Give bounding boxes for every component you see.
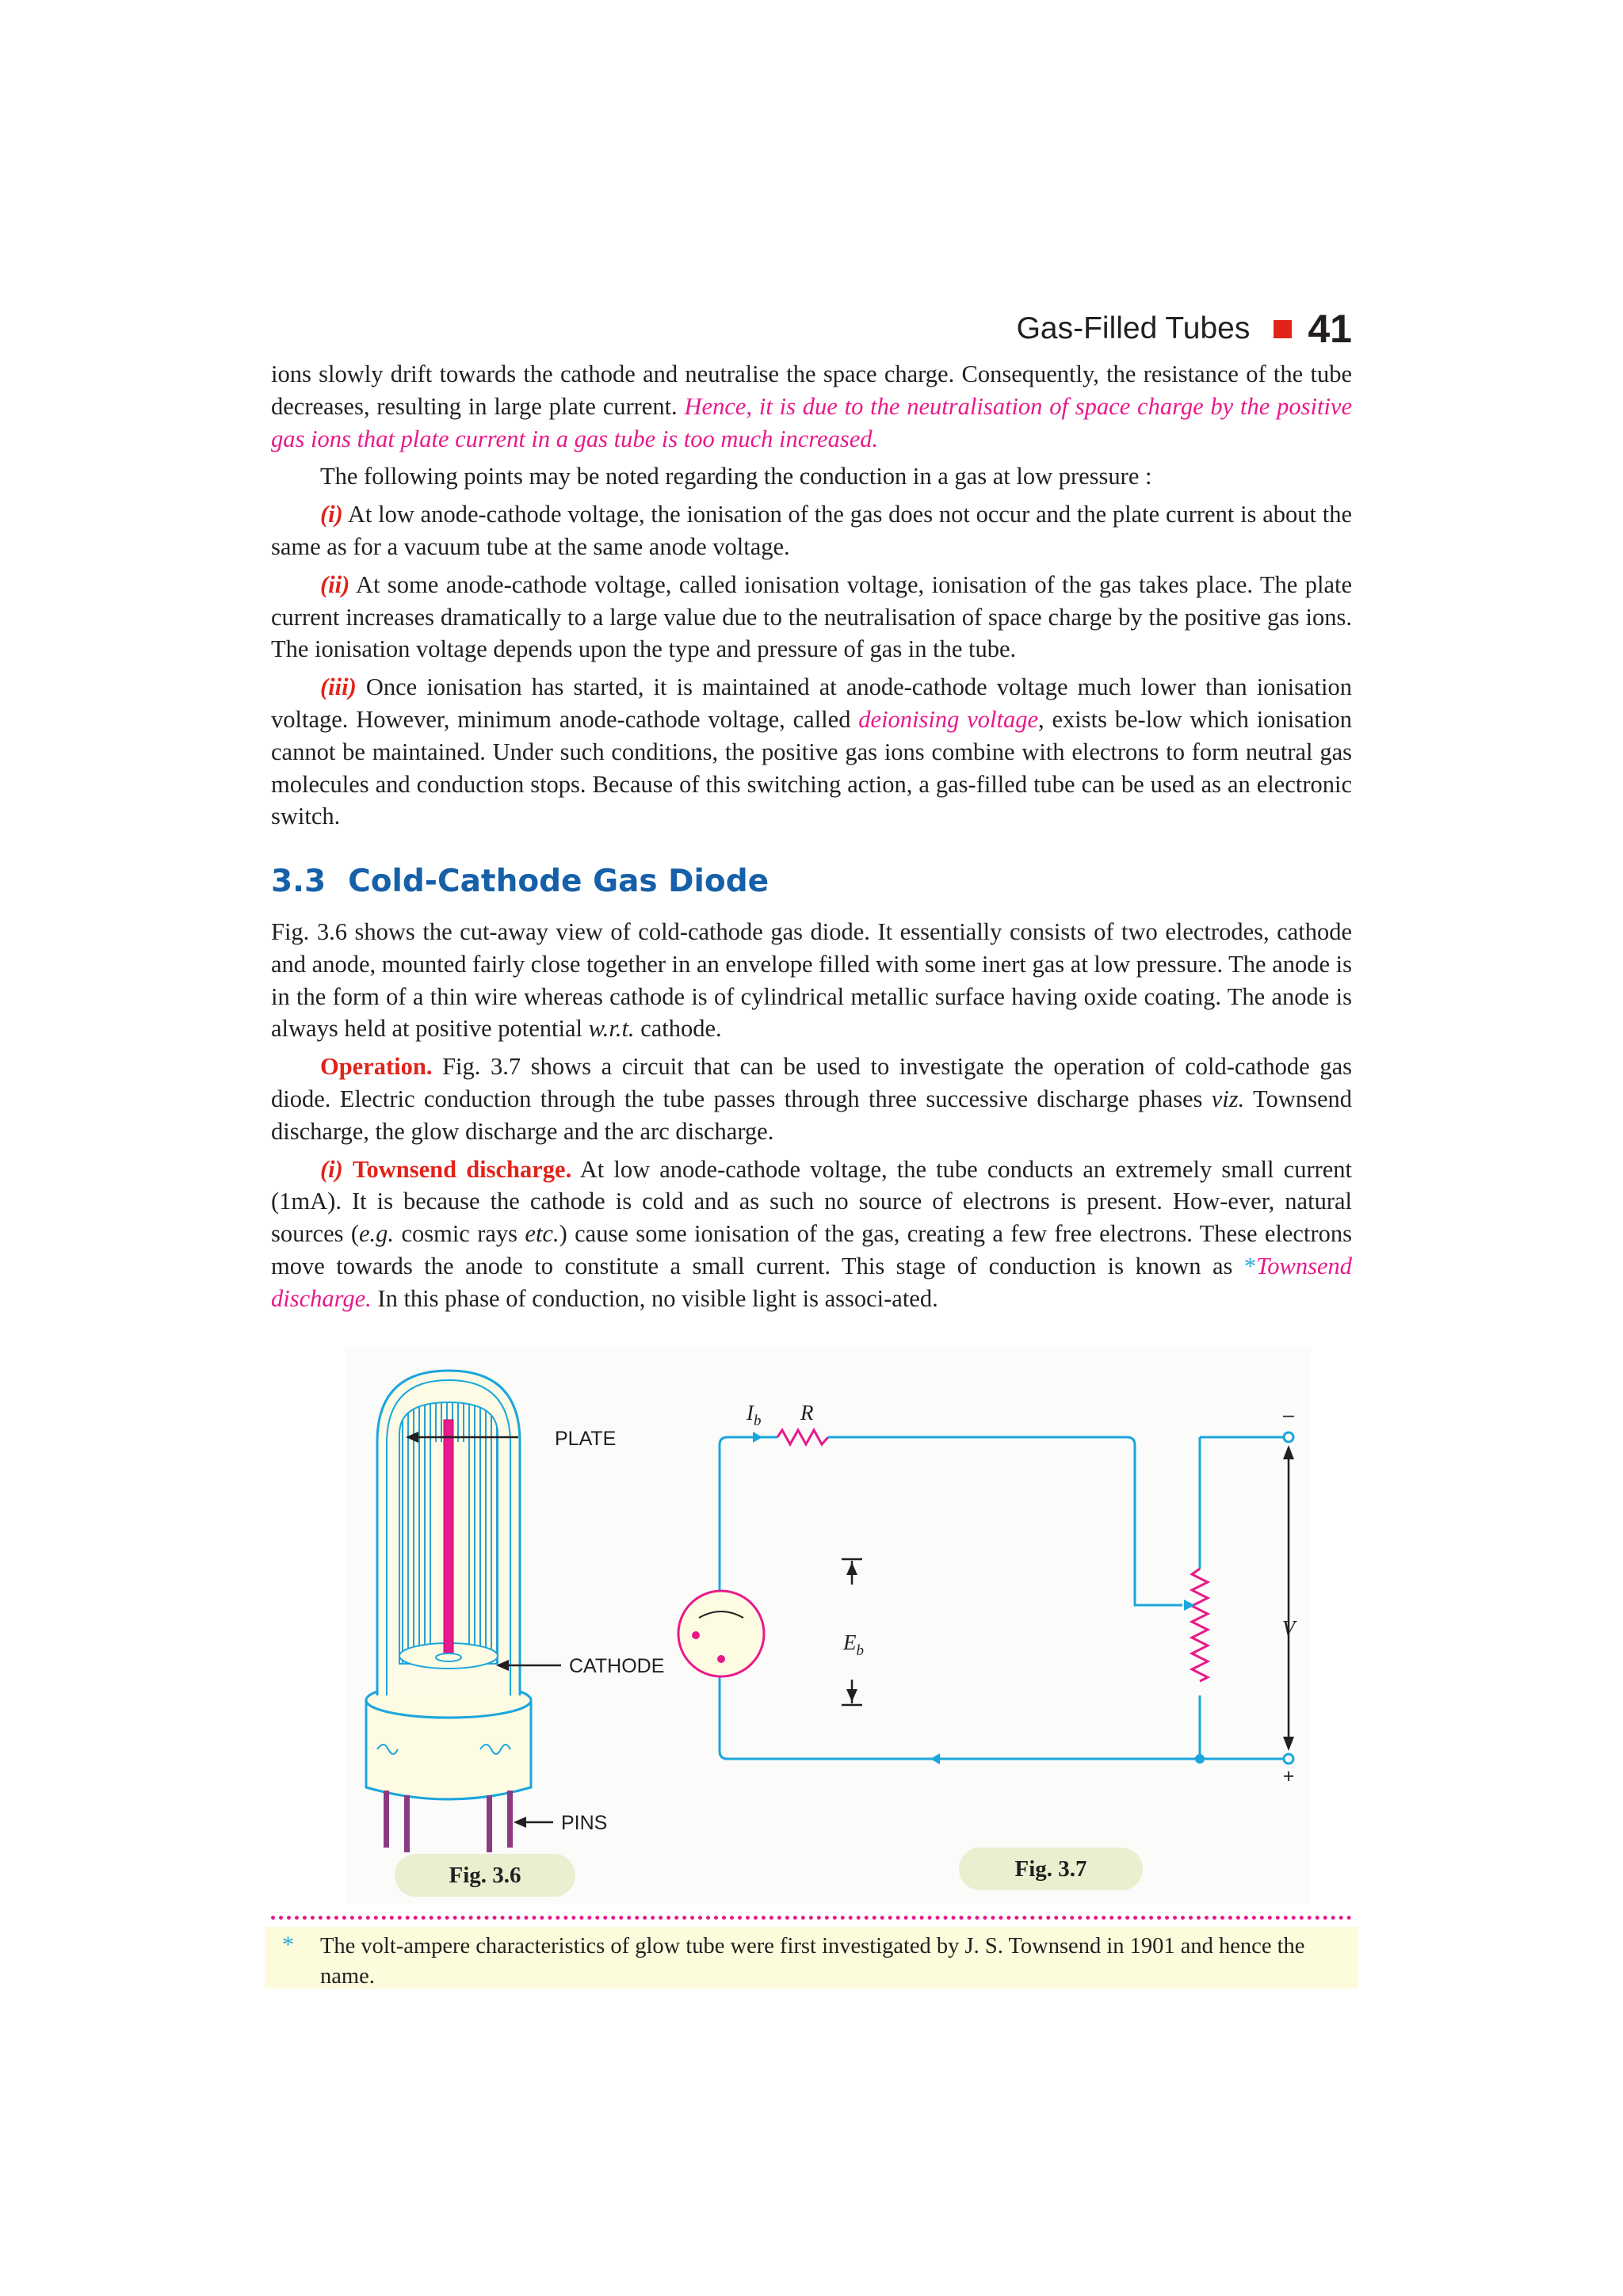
point-1-label: (i): [320, 501, 343, 528]
section-heading: [271, 864, 769, 899]
townsend-label: (i): [320, 1155, 343, 1183]
footnote-divider: [271, 1916, 1352, 1920]
header-square-icon: [1274, 320, 1292, 338]
cathode-label: CATHODE: [569, 1655, 665, 1677]
plate-label: PLATE: [555, 1428, 617, 1450]
operation-title: Operation.: [320, 1053, 433, 1081]
point-1: (i) At low anode-cathode voltage, the ionisation of the gas does not occur and the plate current is about the same as for a vacuum tube at the same anode voltage.: [271, 501, 1352, 560]
running-title: Gas-Filled Tubes: [1016, 311, 1251, 345]
section-number: 3.3: [271, 864, 327, 899]
intro-paragraph: ions slowly drift towards the cathode and neutralise the space charge. Consequently, the resistance of the tube decreases, resulting in large plate current. Hence, it is due to the neutralisation of space charge by the positive gas ions that plate current in a gas tube is too much increased.: [271, 360, 1352, 452]
point-3: (iii) Once ionisation has started, it is maintained at anode-cathode voltage much lower than ionisation voltage. However, minimum anode-cathode voltage, called deionising voltage, exists be-low which ionisation cannot be maintained. Under such conditions, the positive gas ions combine with electrons to form neutral gas molecules and conduction stops. Because of this switching action, a gas-filled tube can be used as an electronic switch.: [271, 673, 1353, 830]
footnote-text: The volt-ampere characteristics of glow tube were first investigated by J. S. Townsend in 1901 and hence the name.: [320, 1934, 1305, 1989]
figures-area: [346, 1347, 1311, 1904]
intro-highlight: Hence, it is due to the neutralisation of space charge by the positive gas ions that plate current in a gas tube is too much increased.: [271, 392, 1352, 452]
voltage-symbol: $E_b$: [843, 1630, 864, 1659]
townsend-paragraph: (i) Townsend discharge. At low anode-cathode voltage, the tube conducts an extremely small current (1mA). It is because the cathode is cold and as such no source of electrons is present. How-ever, natural sources (e.g. cosmic rays etc.) cause some ionisation of the gas, creating a few free electrons. These electrons move towards the anode to constitute a small current. This stage of conduction is known as *Townsend discharge. In this phase of conduction, no visible light is associ-ated.: [271, 1155, 1353, 1312]
wiper-arrow-icon: [1184, 1600, 1195, 1611]
plus-sign: +: [1282, 1765, 1295, 1787]
top-text-block: [271, 358, 1352, 833]
operation-paragraph: Operation. Fig. 3.7 shows a circuit that can be used to investigate the operation of cold-cathode gas diode. Electric conduction through the tube passes through three successive discharge phases viz. Townsend discharge, the glow discharge and the arc discharge.: [271, 1053, 1352, 1145]
figures-svg: [346, 1347, 1311, 1904]
resistor-symbol: R: [800, 1401, 814, 1425]
point-3-label: (iii): [320, 673, 357, 701]
current-arrow-icon: [753, 1432, 762, 1443]
minus-sign: –: [1283, 1404, 1294, 1426]
positive-terminal-icon: [1284, 1754, 1293, 1764]
page-number: 41: [1308, 307, 1352, 351]
footnote-star: *: [1243, 1252, 1257, 1280]
points-intro: The following points may be noted regarding the conduction in a gas at low pressure :: [320, 463, 1152, 490]
townsend-title: Townsend discharge.: [352, 1155, 572, 1183]
fig37-caption: Fig. 3.7: [959, 1848, 1143, 1890]
gas-diode-symbol-icon: [678, 1591, 764, 1676]
page-header: [269, 306, 1352, 350]
footnote-marker: *: [282, 1932, 294, 1958]
point-2: (ii) At some anode-cathode voltage, called ionisation voltage, ionisation of the gas takes place. The plate current increases dramatically to a large value due to the neutralisation of space charge by the positive gas ions. The ionisation voltage depends upon the type and pressure of gas in the tube.: [271, 570, 1352, 663]
pins-label: PINS: [561, 1812, 608, 1834]
section-title: Cold-Cathode Gas Diode: [348, 864, 769, 899]
footnote: [265, 1927, 1358, 1989]
point-2-label: (ii): [320, 570, 350, 598]
section-paragraph: Fig. 3.6 shows the cut-away view of cold-cathode gas diode. It essentially consists of two electrodes, cathode and anode, mounted fairly close together in an envelope filled with some inert gas at low pressure. The anode is in the form of a thin wire whereas cathode is of cylindrical metallic surface having oxide coating. The anode is always held at positive potential w.r.t. cathode.: [271, 918, 1352, 1043]
fig36-caption: Fig. 3.6: [395, 1854, 575, 1897]
supply-symbol: V: [1281, 1616, 1296, 1640]
current-symbol: $I_b$: [747, 1401, 762, 1429]
cold-cathode-tube-drawing: [366, 1371, 561, 1852]
townsend-term: Townsend discharge.: [271, 1252, 1352, 1312]
potentiometer-icon: [1192, 1569, 1208, 1681]
section-body: [271, 916, 1352, 1315]
deionising-voltage-term: deionising voltage: [858, 705, 1038, 733]
negative-terminal-icon: [1284, 1432, 1293, 1442]
return-arrow-icon: [930, 1753, 940, 1764]
